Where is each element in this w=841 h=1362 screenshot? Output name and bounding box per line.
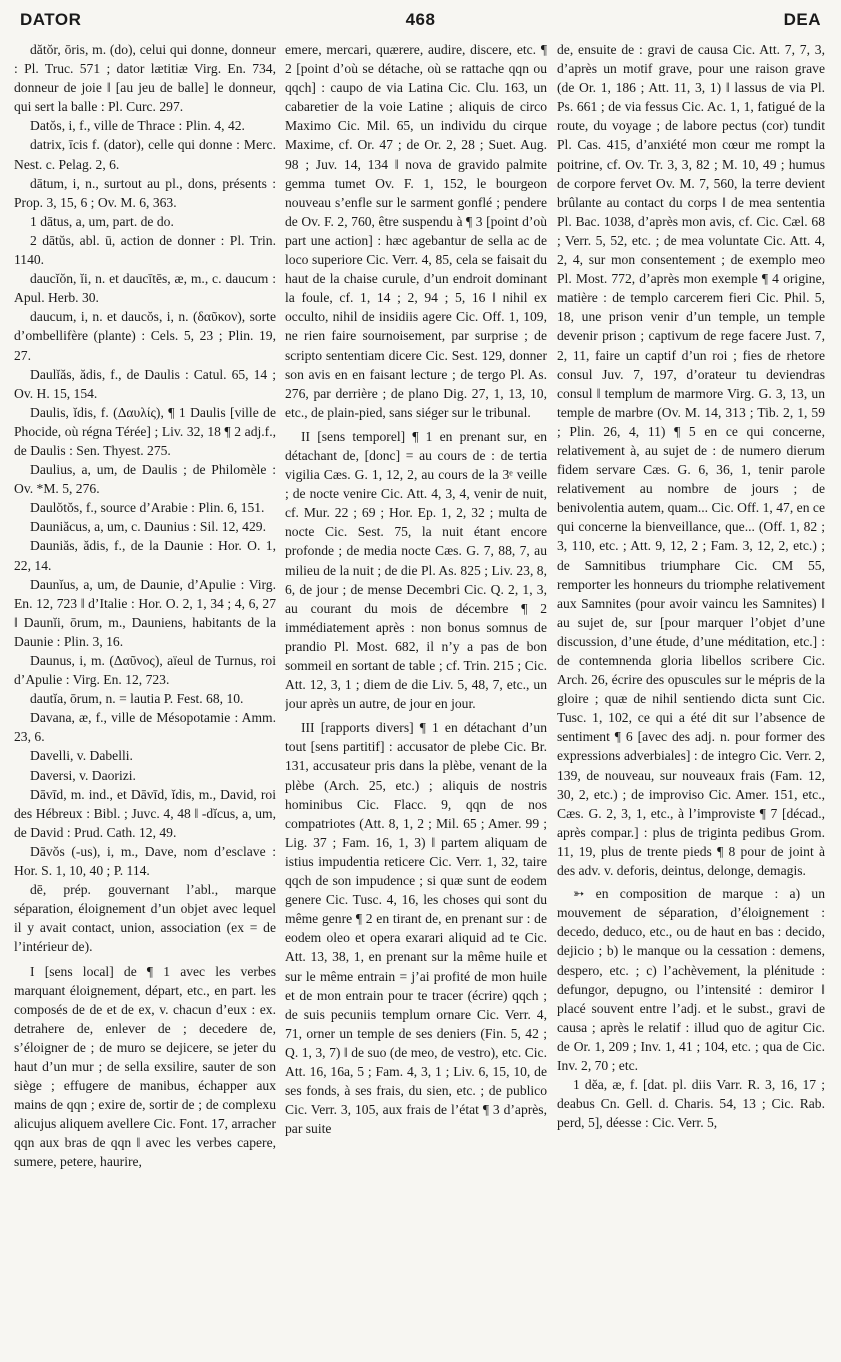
dictionary-entry: dē, prép. gouvernant l’abl., marque séparation, éloignement d’un objet avec lequel il y avait contact, union, association (ex = de l’intérieur de). — [14, 882, 276, 955]
dictionary-entry: ➳ en composition de marque : a) un mouvement de séparation, d’éloignement : decedo, deduco, etc., ou de haut en bas : decido, dejicio ; b) le manque ou la cessation : demens, despero, etc. ; c) l’achèvement, la plénitude : defungor, depugno, ou l’intensité : demiror ‖ placé souvent entre l’adj. et le subst., gravi de causa ; après le relatif : illud quo de agitur Cic. de Or. 1, 209 ; Inv. 1, 41 ; 104, etc. ; qua de Cic. Inv. 2, 70 ; etc. — [557, 886, 825, 1073]
dictionary-entry: Daulis, ĭdis, f. (Δαυλίς), ¶ 1 Daulis [ville de Phocide, où régna Térée] ; Liv. 32, 18 ¶ 2 adj.f., de Daulis : Sen. Thyest. 275. — [14, 404, 276, 458]
dictionary-entry: Daulŏtŏs, f., source d’Arabie : Plin. 6, 151. — [30, 500, 265, 516]
dictionary-entry: daucum, i, n. et daucŏs, i, n. (δαῦκον), sorte d’ombellifère (plante) : Cels. 5, 23 ; Plin. 19, 27. — [14, 309, 276, 363]
dictionary-entry: dātum, i, n., surtout au pl., dons, présents : Prop. 3, 15, 6 ; Ov. M. 6, 363. — [14, 175, 276, 210]
page-number: 468 — [405, 10, 436, 29]
dictionary-entry: datrix, īcis f. (dator), celle qui donne : Merc. Nest. c. Pelag. 2, 6. — [14, 137, 276, 172]
dictionary-entry: Dauniăs, ădis, f., de la Daunie : Hor. O. 1, 22, 14. — [14, 538, 276, 573]
dictionary-entry: Daunus, i, m. (Δαῦνος), aïeul de Turnus, roi d’Apulie : Virg. En. 12, 723. — [14, 653, 276, 688]
dictionary-entry: Dauniăcus, a, um, c. Daunius : Sil. 12, 429. — [30, 519, 266, 535]
dictionary-entry: Davelli, v. Dabelli. — [30, 748, 133, 764]
dictionary-entry: Datŏs, i, f., ville de Thrace : Plin. 4, 42. — [30, 118, 245, 134]
header-first-word: DATOR — [20, 10, 82, 29]
dictionary-entry: emere, mercari, quærere, audire, discere, etc. ¶ 2 [point d’où se détache, où se rattache qqn ou qqch] : caupo de via Latina Cic. Clu. 163, un cabaretier de la voie Latine ; aliquis de circo Maximo Cic. Mil. 65, un individu du cirque Maxime, cf. Or. 47 ; de Or. 2, 28 ; Suet. Aug. 98 ; Juv. 14, 134 ‖ nova de gravido palmite gemma tumet Ov. F. 1, 152, le bourgeon nouveau s’enfle sur le sarment gonflé ; pendere de Ov. F. 2, 760, être suspendu à ¶ 3 [point d’où part une action] : hæc agebantur de sella ac de loco superiore Cic. Verr. 4, 85, cela se faisait du haut de la chaise curule, d’un endroit dominant la foule, cf. 1, 14 ; 2, 94 ; 5, 16 ‖ nihil ex occulto, nihil de insidiis agere Cic. Off. 1, 109, ne rien faire sournoisement, par surprise ; de scripto sententiam dicere Cic. Sest. 129, donner son avis en en faisant lecture ; de tergo Pl. As. 276, par derrière ; de plano Dig. 27, 1, 13, 10, etc., de plain-pied, sans siéger sur le tribunal. — [285, 42, 547, 420]
dictionary-entry: Daulius, a, um, de Daulis ; de Philomèle : Ov. *M. 5, 276. — [14, 462, 276, 497]
text-column-middle — [285, 40, 547, 1355]
text-column-right — [557, 40, 825, 1355]
dictionary-entry: daucĭŏn, ĭi, n. et daucītēs, æ, m., c. daucum : Apul. Herb. 30. — [14, 271, 276, 306]
running-head — [16, 10, 825, 40]
dictionary-entry: de, ensuite de : gravi de causa Cic. Att. 7, 7, 3, d’après un motif grave, pour une raison grave (de Or. 1, 186 ; Att. 11, 3, 1) ‖ lassus de via Pl. Ps. 661 ; de via fessus Cic. Ac. 1, 1, fatigué de la route, du voyage ; de labore pectus (cor) tundit Pl. Cas. 415, d’anxiété mon cœur me rompt la poitrine, cf. Ov. Tr. 3, 3, 82 ; M. 10, 49 ; humus de corpore fervet Ov. M. 7, 560, la terre devient brûlante au contact du corps ‖ de mea sententia Pl. Bac. 1038, d’après mon avis, cf. Cic. Cæl. 68 ; Verr. 5, 52, etc. ; de mea voluntate Cic. Att. 4, 2, 4, sur mon consentement ; de exemplo meo Pl. Most. 772, d’après mon exemple ¶ 4 origine, matière : de templo carcerem fieri Cic. Phil. 5, 18, une prison venir d’un temple, un temple devenir prison ; captivum de rege facere Just. 7, 2, 11, faire un captif d’un roi ; fies de rhetore consul Juv. 7, 197, d’orateur tu deviendras consul ‖ templum de marmore Virg. G. 3, 13, un temple de marbre (Ov. M. 14, 313 ; Tib. 2, 1, 59 ; Plin. 26, 4, 11) ¶ 5 en ce qui concerne, relativement à, au sujet de : de numero dierum fidem servare Cæs. G. 6, 36, 1, tenir parole relativement au nombre de jours ; de benivolentia autem, quam... Cic. Off. 1, 47, en ce qui concerne la bienveillance, que... (Off. 1, 82 ; 3, 110, etc. ; Att. 9, 12, 2 ; Fam. 3, 12, 2, etc.) ; de Samnitibus triumphare Cic. CM 55, remporter les honneurs du triomphe relativement aux Samnites (pour avoir vaincu les Samnites) ‖ au sujet de, sur [pour marquer l’objet d’une discussion, d’une étude, d’une méditation, etc.] : de contemnenda gloria libellos scribere Cic. Arch. 26, écrire des opuscules sur le mépris de la gloire ; quæ de nihil sentiendo dicta sunt Cic. Tusc. 1, 102, ce qui a été dit sur l’absence de sentiment ¶ 6 [avec des adj. n. pour former des expressions adverbiales] : de integro Cic. Verr. 2, 139, de nouveau, sur nouveaux frais (Fam. 12, 30, 2, etc.) ; de improviso Cic. Amer. 151, etc., Cæs. G. 2, 3, 1, etc., à l’improviste ¶ 7 [décad., après compar.] : plus de triginta pedibus Grom. 11, 19, plus de trente pieds ¶ 8 pour de joint à des adv. v. deforis, deintus, delonge, demagis. — [557, 42, 825, 879]
dictionary-entry: dautĭa, ōrum, n. = lautia P. Fest. 68, 10. — [30, 691, 244, 707]
dictionary-entry: Daulĭăs, ădis, f., de Daulis : Catul. 65, 14 ; Ov. H. 15, 154. — [14, 366, 276, 401]
dictionary-entry: Daunĭus, a, um, de Daunie, d’Apulie : Virg. En. 12, 723 ‖ d’Italie : Hor. O. 2, 1, 34 ; 4, 6, 27 ‖ Daunĭi, ōrum, m., Dauniens, habitants de la Daunie : Plin. 3, 16. — [14, 576, 276, 649]
dictionary-entry: Daversi, v. Daorizi. — [30, 767, 136, 783]
section-paragraph: III [rapports divers] ¶ 1 en détachant d’un tout [sens partitif] : accusator de plebe Cic. Br. 131, accusateur pris dans la plèbe, venant de la plèbe (Arch. 25, etc.) ; aliquis de nostris hominibus Cic. Flacc. 9, qqn de nos compatriotes (Att. 8, 1, 2 ; Mil. 65 ; Amer. 99 ; Lig. 37 ; Fam. 16, 1, 3) ‖ partem aliquam de istius impudentia reticere Cic. Verr. 1, 32, taire qqch de son impudence ; si quæ sunt de eodem genere Cic. Tusc. 4, 16, les choses qui sont du même genre ¶ 2 en tirant de, en prenant sur : de eodem oleo et opera exarari aliquid ad te Cic. Att. 13, 38, 1, en prenant sur la même huile et sur le même entrain = j’ai profité de mon huile et de mon entrain pour te tracer (écrire) qqch ; de suis pecuniis templum ornare Cic. Verr. 4, 71, orner un temple de ses deniers (Fin. 5, 42 ; Q. 1, 3, 7) ‖ de suo (de meo, de vestro), etc. Cic. Att. 16, 16a, 5 ; Fam. 4, 3, 1 ; Liv. 6, 15, 10, de ses fonds, à ses frais, du sien, etc. ; de publico Cic. Verr. 3, 105, aux frais de l’état ¶ 3 d’après, par suite — [285, 720, 547, 1137]
dictionary-entry: dătŏr, ōris, m. (do), celui qui donne, donneur : Pl. Truc. 571 ; dator lætitiæ Virg. En. 734, donneur de joie ‖ [au jeu de balle] le donneur, qui sert la balle : Pl. Curc. 297. — [14, 42, 276, 115]
section-paragraph: II [sens temporel] ¶ 1 en prenant sur, en détachant de, [donc] = au cours de : de tertia vigilia Cæs. G. 1, 12, 2, au cours de la 3ᵉ veille ; de nocte venire Cic. Att. 4, 3, 4, venir de nuit, cf. Mur. 22 ; 69 ; Hor. Ep. 1, 2, 32 ; multa de nocte Cic. Sest. 75, la nuit étant encore profonde ; de media nocte Cæs. G. 7, 88, 7, au milieu de la nuit ; de die Pl. As. 825 ; Liv. 23, 8, 6, de jour ; de mense Decembri Cic. Q. 2, 1, 3, au courant du mois de décembre ¶ 2 immédiatement après : non bonus somnus de prandio Pl. Most. 682, il n’y a pas de bon sommeil en sortant de table ; cf. Trin. 215 ; Cic. Att. 12, 3, 1 ; diem de die Liv. 5, 48, 7, etc., un jour après un autre, de jour en jour. — [285, 428, 547, 712]
dictionary-entry: 1 dĕa, æ, f. [dat. pl. diis Varr. R. 3, 16, 17 ; deabus Cn. Gell. d. Charis. 54, 13 ; Cic. Rab. perd, 5], déesse : Cic. Verr. 5, — [557, 1077, 825, 1131]
text-column-left — [14, 40, 276, 1355]
dictionary-entry: Davana, æ, f., ville de Mésopotamie : Amm. 23, 6. — [14, 710, 276, 745]
dictionary-entry: 2 dātŭs, abl. ū, action de donner : Pl. Trin. 1140. — [14, 232, 276, 268]
dictionary-entry: 1 dātus, a, um, part. de do. — [30, 213, 174, 229]
dictionary-entry: Dāvīd, m. ind., et Dāvīd, ĭdis, m., David, roi des Hébreux : Bibl. ; Juvc. 4, 48 ‖ -dĭcus, a, um, de David : Prud. Cath. 12, 49. — [14, 786, 276, 840]
section-paragraph: I [sens local] de ¶ 1 avec les verbes marquant éloignement, départ, etc., en part. les composés de de et de ex, v. chacun d’eux : ex. detrahere de, enlever de ; decedere de, s’éloigner de ; de muro se dejicere, se jeter du haut d’un mur ; de sella exsilire, sauter de son siège ; effugere de manibus, échapper aux mains de qqn ; exire de, sortir de ; de complexu alicujus aliquem avellere Cic. Font. 17, arracher qqn aux bras de qqn ‖ avec les verbes capere, sumere, petere, haurire, — [14, 963, 276, 1170]
header-last-word: DEA — [783, 10, 821, 29]
dictionary-entry: Dāvŏs (-us), i, m., Dave, nom d’esclave : Hor. S. 1, 10, 40 ; P. 114. — [14, 843, 276, 879]
